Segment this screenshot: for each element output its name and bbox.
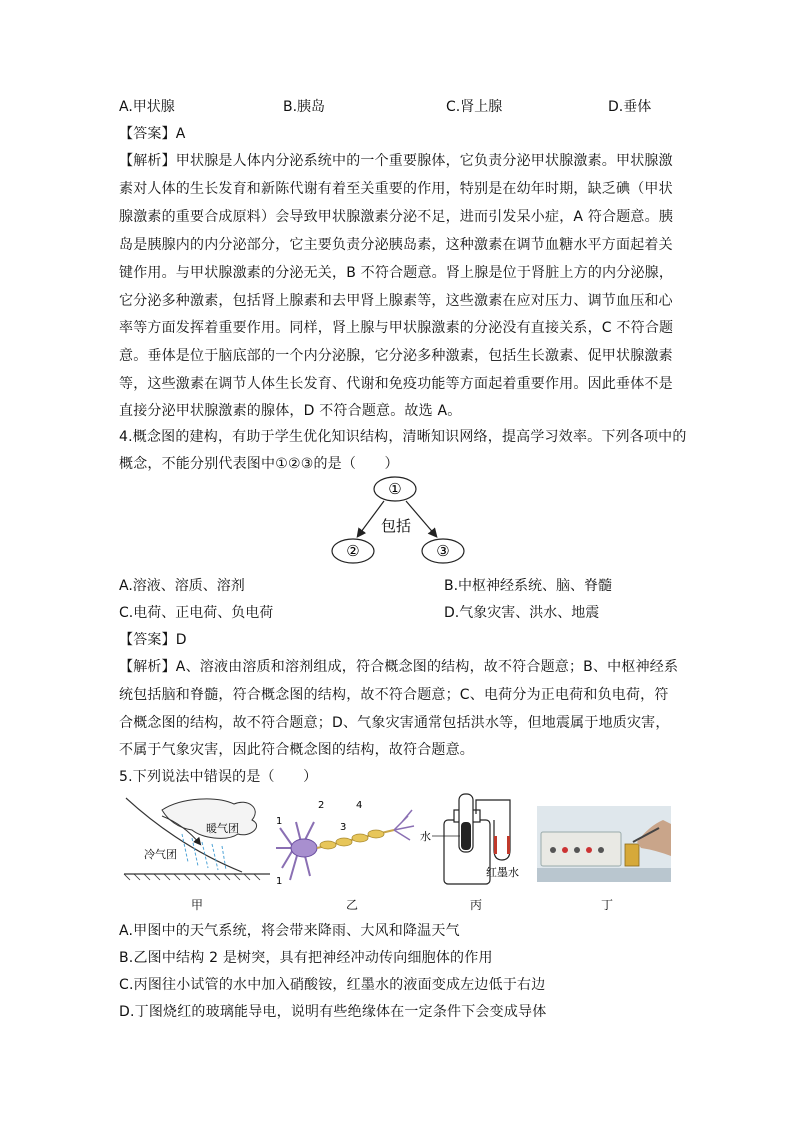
q5-option-b: B.乙图中结构 2 是树突，具有把神经冲动传向细胞体的作用 [119,950,493,966]
structure-label: 1 [276,816,283,827]
analysis-line: 率等方面发挥着重要作用。同样，肾上腺与甲状腺激素的分泌没有直接关系，C 不符合题 [119,320,674,336]
figure-bing-apparatus [420,790,528,888]
analysis-line: 键作用。与甲状腺激素的分泌无关，B 不符合题意。肾上腺是位于肾脏上方的内分泌腺， [119,265,674,281]
axon-terminals [394,810,414,840]
node-2-label: ② [346,542,360,560]
q4-answer: 【答案】D [119,632,187,648]
cell-body [291,839,317,857]
q5-option-c: C.丙图往小试管的水中加入硝酸铵，红墨水的液面变成左边低于右边 [119,977,546,993]
myelin-sheath [352,834,368,842]
q3-option-c: C.肾上腺 [446,99,503,115]
figure-yi-caption: 乙 [346,898,359,912]
tube-water [461,822,471,850]
myelin-sheath [336,838,352,846]
q3-option-b: B.胰岛 [283,99,326,115]
figure-yi-neuron [274,796,424,886]
analysis-line: 统包括脑和脊髓，符合概念图的结构，故不符合题意；C、电荷分为正电荷和负电荷，符 [119,687,669,703]
ink-left [494,836,497,854]
q4-stem-line: 概念，不能分别代表图中①②③的是（ ） [119,456,399,472]
figure-jia-caption: 甲 [191,898,204,912]
q5-option-d: D.丁图烧红的玻璃能导电，说明有些绝缘体在一定条件下会变成导体 [119,1004,547,1020]
analysis-line: 合概念图的结构，故不符合题意；D、气象灾害通常包括洪水等，但地震属于地质灾害， [119,715,670,731]
analysis-line: 【解析】A、溶液由溶质和溶剂组成，符合概念图的结构，故不符合题意；B、中枢神经系 [119,659,679,675]
analysis-line: 它分泌多种激素，包括肾上腺素和去甲肾上腺素等，这些激素在应对压力、调节血压和心 [119,293,673,309]
figure-jia-front [122,792,272,892]
q5-option-a: A.甲图中的天气系统，将会带来降雨、大风和降温天气 [119,923,460,939]
analysis-line: 不属于气象灾害，因此符合概念图的结构，故符合题意。 [119,742,474,758]
analysis-line: 意。垂体是位于脑底部的一个内分泌腺，它分泌多种激素，包括生长激素、促甲状腺激素 [119,348,673,364]
analysis-line: 腺激素的重要合成原料）会导致甲状腺激素分泌不足，进而引发呆小症，A 符合题意。胰 [119,209,674,225]
structure-label: 1 [276,876,283,886]
rain-lines [182,834,226,870]
myelin-sheath [320,841,336,849]
ground-hatch [124,874,260,880]
analysis-line: 【解析】甲状腺是人体内分泌系统中的一个重要腺体，它负责分泌甲状腺激素。甲状腺激 [119,153,673,169]
node-1-label: ① [388,480,402,498]
structure-label: 2 [318,800,325,811]
node-3-label: ③ [436,542,450,560]
q5-stem: 5.下列说法中错误的是（ ） [119,769,318,785]
concept-map-diagram [320,474,470,570]
ink-label: 红墨水 [486,866,519,879]
q4-stem-line: 4.概念图的建构，有助于学生优化知识结构，清晰知识网络，提高学习效率。下列各项中的 [119,429,687,445]
cold-air-label: 冷气团 [144,848,177,861]
analysis-line: 岛是胰腺内的内分泌部分，它主要负责分泌胰岛素，这种激素在调节血糖水平方面起着关 [119,237,673,253]
glass-holder [625,844,639,866]
figure-ding-caption: 丁 [601,898,614,912]
structure-label: 3 [340,822,347,833]
analysis-line: 素对人体的生长发育和新陈代谢有着至关重要的作用，特别是在幼年时期，缺乏碘（甲状 [119,181,673,197]
analysis-line: 直接分泌甲状腺激素的腺体，D 不符合题意。故选 A。 [119,403,462,419]
q3-option-d: D.垂体 [608,99,652,115]
table-surface [537,868,671,882]
q3-option-a: A.甲状腺 [119,99,175,115]
structure-label: 4 [356,800,363,811]
q4-option-d: D.气象灾害、洪水、地震 [444,605,600,621]
myelin-sheath [368,830,384,838]
q4-option-b: B.中枢神经系统、脑、脊髓 [444,578,613,594]
figure-ding-photo [537,806,671,882]
analysis-line: 等，这些激素在调节人体生长发育、代谢和免疫功能等方面起着重要作用。因此垂体不是 [119,376,673,392]
figure-bing-caption: 丙 [470,898,483,912]
q4-option-a: A.溶液、溶质、溶剂 [119,578,245,594]
q4-option-c: C.电荷、正电荷、负电荷 [119,605,274,621]
ink-right [507,836,510,854]
relation-label: 包括 [380,517,412,535]
q3-answer: 【答案】A [119,126,186,142]
water-label: 水 [420,830,431,843]
warm-air-label: 暖气团 [206,822,239,835]
